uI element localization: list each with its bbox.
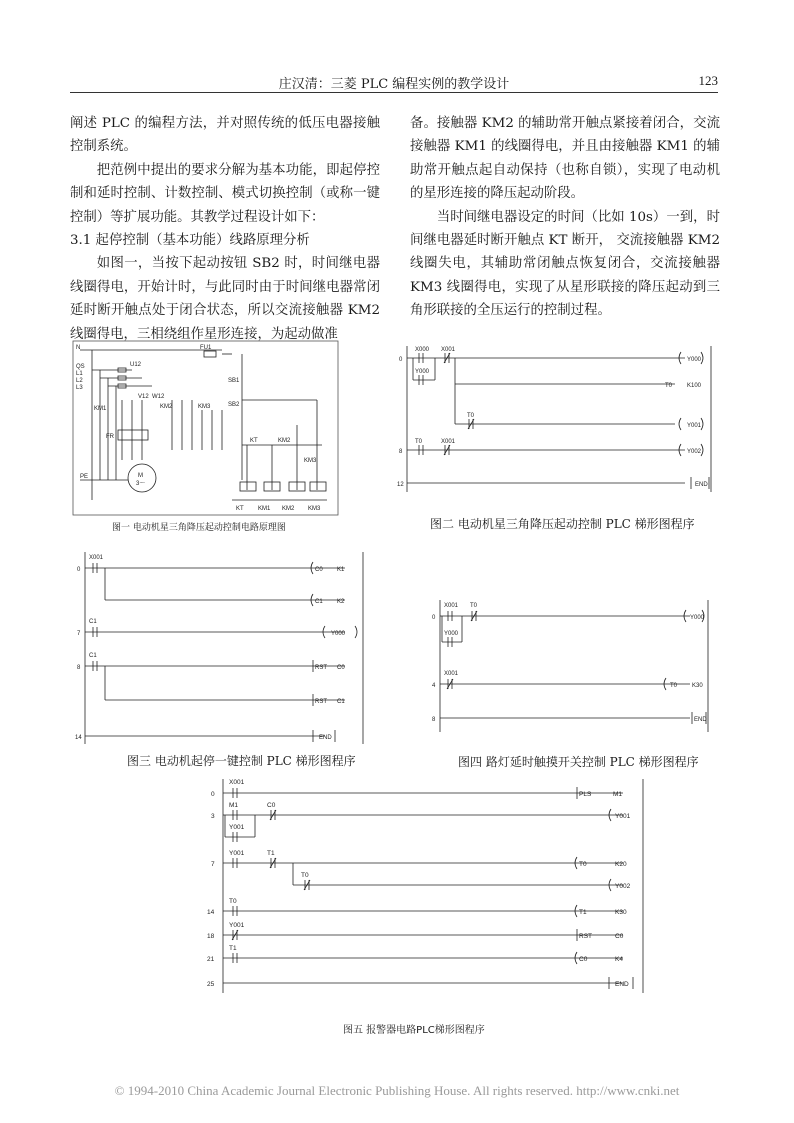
svg-text:KM1: KM1 [258,506,271,512]
svg-text:L1: L1 [76,371,83,377]
svg-text:Y001: Y001 [615,813,631,820]
figure-2-caption: 图二 电动机星三角降压起动控制 PLC 梯形图程序 [430,517,695,531]
svg-text:FR: FR [106,434,114,440]
svg-text:3～: 3～ [136,481,146,487]
label-pe: N [76,345,81,351]
svg-text:8: 8 [399,449,403,455]
svg-text:Y000: Y000 [415,369,430,375]
svg-text:KM3: KM3 [198,404,211,410]
svg-text:C1: C1 [337,699,345,705]
svg-text:0: 0 [399,357,403,363]
svg-text:C0: C0 [337,665,345,671]
svg-text:X001: X001 [444,603,459,609]
svg-text:3: 3 [211,813,215,820]
svg-text:C1: C1 [315,599,323,605]
svg-text:C0: C0 [579,956,588,963]
paragraph: 阐述 PLC 的编程方法，并对照传统的低压电器接触控制系统。 [70,116,380,155]
svg-text:Y000: Y000 [331,631,346,637]
svg-text:12: 12 [397,482,404,488]
svg-text:X001: X001 [229,779,245,786]
svg-text:END: END [695,482,708,488]
svg-text:KT: KT [250,438,258,444]
svg-text:0: 0 [432,615,436,621]
svg-text:END: END [694,717,707,723]
svg-text:RST: RST [315,665,327,671]
right-column [410,112,720,323]
svg-text:Y000: Y000 [444,631,459,637]
svg-text:18: 18 [207,933,215,940]
svg-text:L3: L3 [76,385,83,391]
figure-5-caption: 图五 报警器电路PLC梯形图程序 [343,1025,485,1036]
svg-text:X000: X000 [415,347,430,353]
svg-text:T1: T1 [267,850,275,857]
svg-text:END: END [319,735,332,741]
svg-text:RST: RST [579,933,592,940]
paragraph: 把范例中提出的要求分解为基本功能，即起停控制和延时控制、计数控制、模式切换控制（或称一键控制）等扩展功能。其教学过程设计如下： [70,162,380,225]
svg-text:Y001: Y001 [229,922,245,929]
svg-text:END: END [615,981,629,988]
svg-text:KM3: KM3 [308,506,321,512]
svg-text:14: 14 [75,735,82,741]
svg-text:KM3: KM3 [304,458,317,464]
svg-text:KM2: KM2 [160,404,173,410]
running-header [70,70,718,93]
svg-text:L2: L2 [76,378,83,384]
svg-text:21: 21 [207,956,215,963]
svg-text:K100: K100 [687,383,702,389]
figure-2-ladder [395,340,725,531]
figure-1-circuit [72,340,342,533]
svg-text:C1: C1 [89,653,97,659]
svg-text:14: 14 [207,909,215,916]
page-number: 123 [698,73,718,88]
copyright-footer: © 1994-2010 China Academic Journal Electronic Publishing House. All rights reserved. http://www.cnki.net [114,1083,680,1098]
svg-text:X001: X001 [441,347,456,353]
svg-text:X001: X001 [441,439,456,445]
paragraph: 如图一，当按下起动按钮 SB2 时，时间继电器线圈得电，开始计时，与此同时由于时间继电器常闭延时断开触点处于闭合状态，所以交流接触器 KM2 线圈得电，三相绕组作星形连接，为起动做准 [70,256,380,342]
figure-4-ladder [430,596,720,769]
svg-text:T1: T1 [229,945,237,952]
svg-text:C0: C0 [315,567,323,573]
svg-text:T0: T0 [229,898,237,905]
paragraph: 备。接触器 KM2 的辅助常开触点紧接着闭合，交流接触器 KM1 的线圈得电，并且由接触器 KM1 的辅助常开触点起自动保持（也称自锁），实现了电动机的星形连接的降压起动阶段。 [410,116,720,202]
svg-text:M: M [138,473,143,479]
svg-text:FU1: FU1 [200,345,212,351]
figure-3-ladder [75,548,375,768]
svg-text:X001: X001 [89,555,104,561]
svg-text:X001: X001 [444,671,459,677]
svg-text:Y002: Y002 [687,449,702,455]
svg-text:T0: T0 [665,383,673,389]
svg-text:Y001: Y001 [687,423,702,429]
svg-text:V12: V12 [138,394,149,400]
svg-text:T0: T0 [301,872,309,879]
paragraph: 当时间继电器设定的时间（比如 10s）一到，时间继电器延时断开触点 KT 断开， 交流接触器 KM2 线圈失电，其辅助常闭触点恢复闭合，交流接触器 KM3 线圈得电，实现了从星形联接的降压起动到三角形联接的全压运行的控制过程。 [410,209,720,319]
running-title: 庄汉清：三菱 PLC 编程实例的教学设计 [278,77,510,92]
label-qs: QS [76,364,85,370]
svg-text:0: 0 [77,567,81,573]
svg-text:KM2: KM2 [282,506,295,512]
svg-text:T0: T0 [415,439,423,445]
svg-text:Y002: Y002 [615,883,631,890]
svg-text:K4: K4 [615,956,623,963]
svg-text:Y000: Y000 [690,615,705,621]
svg-text:K2: K2 [337,599,345,605]
svg-text:W12: W12 [152,394,165,400]
svg-text:C1: C1 [89,619,97,625]
svg-text:C0: C0 [615,933,624,940]
svg-text:T0: T0 [470,603,478,609]
figure-5-ladder [203,775,663,1036]
svg-text:U12: U12 [130,362,142,368]
svg-text:K30: K30 [692,683,703,689]
svg-text:RST: RST [315,699,327,705]
svg-text:K30: K30 [615,909,627,916]
svg-text:8: 8 [77,665,81,671]
svg-text:K1: K1 [337,567,345,573]
svg-text:8: 8 [432,717,436,723]
svg-text:Y001: Y001 [229,850,245,857]
svg-text:0: 0 [211,791,215,798]
figure-3-caption: 图三 电动机起停一键控制 PLC 梯形图程序 [127,754,356,768]
svg-text:KT: KT [236,506,244,512]
figure-1-caption: 图一 电动机星三角降压起动控制电路原理图 [112,523,286,533]
svg-text:PE: PE [80,474,89,480]
svg-text:M1: M1 [613,791,623,798]
svg-text:T0: T0 [670,683,678,689]
svg-text:4: 4 [432,683,436,689]
svg-text:Y000: Y000 [687,357,702,363]
section-heading: 3.1 起停控制（基本功能）线路原理分析 [70,233,310,249]
svg-text:KM2: KM2 [278,438,291,444]
svg-text:M1: M1 [229,802,239,809]
svg-text:Y001: Y001 [229,824,245,831]
figure-4-caption: 图四 路灯延时触摸开关控制 PLC 梯形图程序 [458,755,699,769]
svg-text:T0: T0 [467,413,475,419]
svg-text:KM1: KM1 [94,406,107,412]
left-column [70,112,380,346]
svg-text:25: 25 [207,981,215,988]
svg-text:T0: T0 [579,861,587,868]
svg-text:7: 7 [77,631,81,637]
svg-text:7: 7 [211,861,215,868]
svg-text:K20: K20 [615,861,627,868]
svg-text:C0: C0 [267,802,276,809]
svg-text:SB1: SB1 [228,378,240,384]
svg-text:SB2: SB2 [228,402,240,408]
svg-text:T1: T1 [579,909,587,916]
svg-text:PLS: PLS [579,791,592,798]
